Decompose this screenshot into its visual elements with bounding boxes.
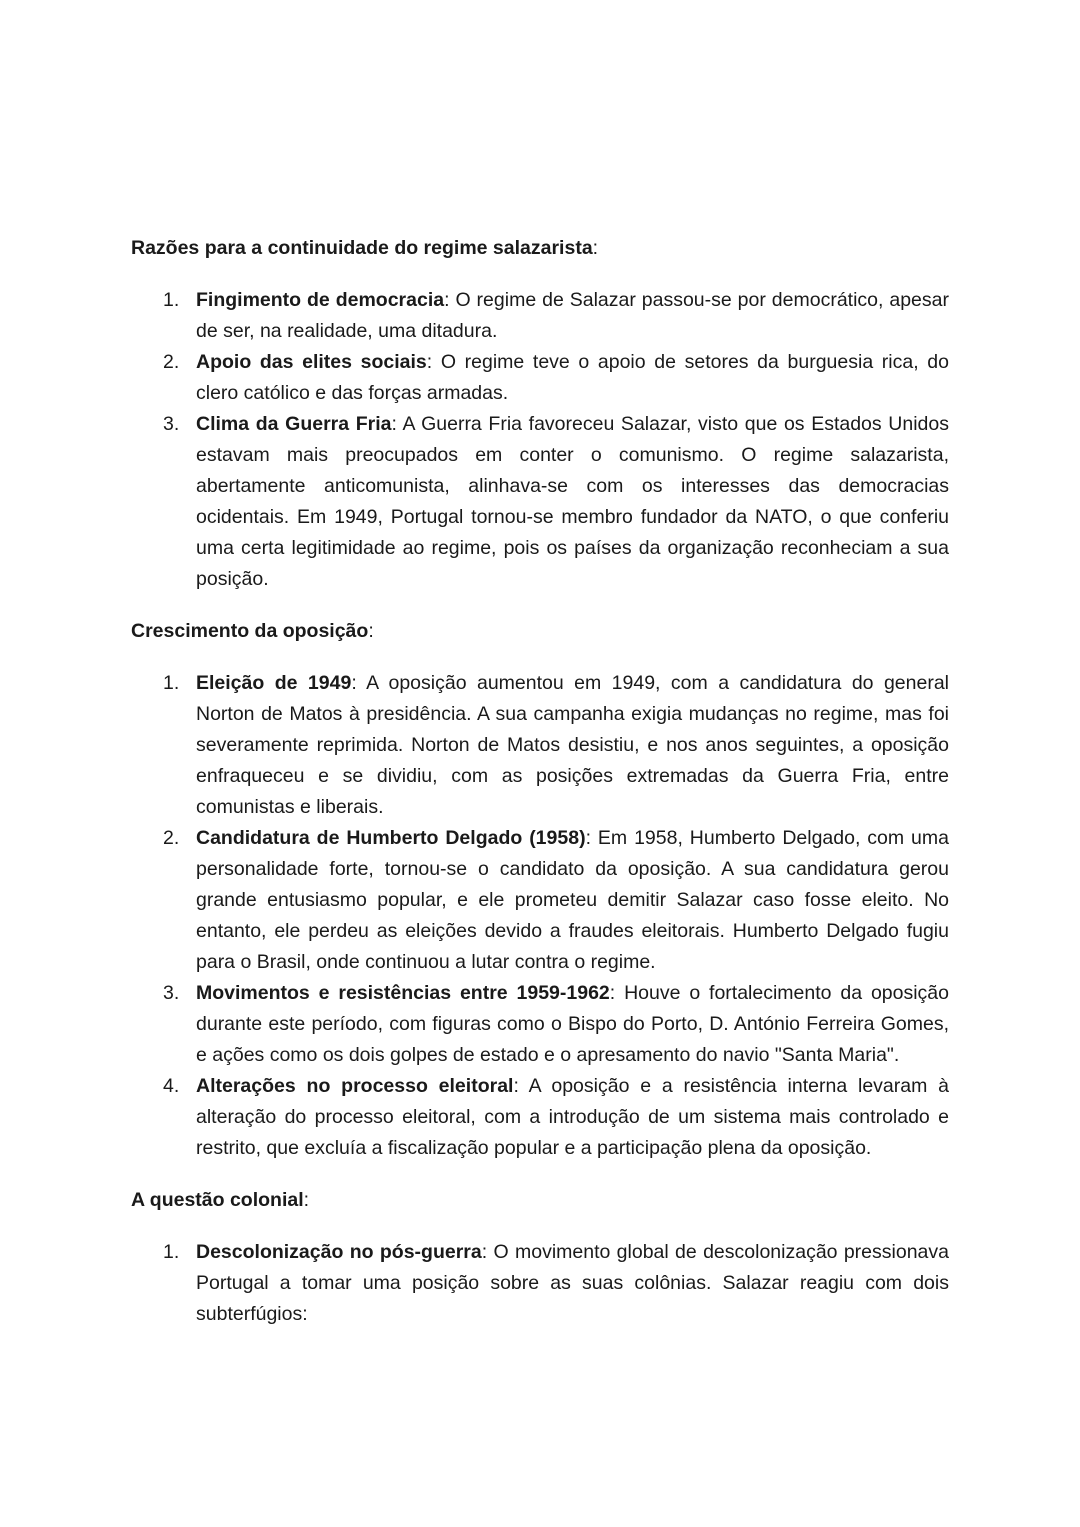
document-page xyxy=(131,233,949,1351)
item-number: 2. xyxy=(163,827,180,849)
list-item: 3. Movimentos e resistências entre 1959-1962: Houve o fortalecimento da oposição durante este período, com figuras como o Bispo do Porto, D. António Ferreira Gomes, e ações como os dois golpes de estado e o apresamento do navio "Santa Maria". xyxy=(131,978,949,1071)
item-text: O regime de Salazar passou-se por democrático, apesar de ser, na realidade, uma ditadura. xyxy=(196,289,949,342)
item-heading: Alterações no processo eleitoral xyxy=(196,1075,514,1097)
numbered-list xyxy=(131,668,949,1164)
item-heading: Fingimento de democracia xyxy=(196,289,445,311)
section-title: A questão colonial: xyxy=(131,1189,310,1211)
numbered-list xyxy=(131,285,949,595)
item-text: Houve o fortalecimento da oposição durante este período, com figuras como o Bispo do Porto, D. António Ferreira Gomes, e ações como os dois golpes de estado e o apresamento do navio "Santa Maria". xyxy=(196,982,949,1066)
item-text: A oposição e a resistência interna levaram à alteração do processo eleitoral, com a introdução de um sistema mais controlado e restrito, que excluía a fiscalização popular e a participação plena da oposição. xyxy=(196,1075,949,1159)
item-number: 1. xyxy=(163,672,180,694)
list-item: 4. Alterações no processo eleitoral: A oposição e a resistência interna levaram à alteração do processo eleitoral, com a introdução de um sistema mais controlado e restrito, que excluía a fiscalização popular e a participação plena da oposição. xyxy=(131,1071,949,1164)
list-item: 2. Apoio das elites sociais: O regime teve o apoio de setores da burguesia rica, do clero católico e das forças armadas. xyxy=(131,347,949,409)
list-item: 1. Eleição de 1949: A oposição aumentou em 1949, com a candidatura do general Norton de Matos à presidência. A sua campanha exigia mudanças no regime, mas foi severamente reprimida. Norton de Matos desistiu, e nos anos seguintes, a oposição enfraqueceu e se dividiu, com as posições extremadas da Guerra Fria, entre comunistas e liberais. xyxy=(131,668,949,823)
item-text: Em 1958, Humberto Delgado, com uma personalidade forte, tornou-se o candidato da oposição. A sua candidatura gerou grande entusiasmo popular, e ele prometeu demitir Salazar caso fosse eleito. No entanto, ele perdeu as eleições devido a fraudes eleitorais. Humberto Delgado fugiu para o Brasil, onde continuou a lutar contra o regime. xyxy=(196,827,949,973)
item-heading: Candidatura de Humberto Delgado (1958) xyxy=(196,827,586,849)
list-item: 3. Clima da Guerra Fria: A Guerra Fria favoreceu Salazar, visto que os Estados Unidos estavam mais preocupados em conter o comunismo. O regime salazarista, abertamente anticomunista, alinhava-se com os interesses das democracias ocidentais. Em 1949, Portugal tornou-se membro fundador da NATO, o que conferiu uma certa legitimidade ao regime, pois os países da organização reconheciam a sua posição. xyxy=(131,409,949,595)
item-number: 3. xyxy=(163,982,180,1004)
section-title: Razões para a continuidade do regime salazarista: xyxy=(131,237,599,259)
item-number: 2. xyxy=(163,351,180,373)
item-text: O regime teve o apoio de setores da burguesia rica, do clero católico e das forças armadas. xyxy=(196,351,949,404)
section-title: Crescimento da oposição: xyxy=(131,620,374,642)
item-number: 1. xyxy=(163,289,180,311)
item-number: 4. xyxy=(163,1075,180,1097)
item-heading: Descolonização no pós-guerra xyxy=(196,1241,482,1263)
item-number: 3. xyxy=(163,413,180,435)
item-text: A Guerra Fria favoreceu Salazar, visto que os Estados Unidos estavam mais preocupados em conter o comunismo. O regime salazarista, abertamente anticomunista, alinhava-se com os interesses das democracias ocidentais. Em 1949, Portugal tornou-se membro fundador da NATO, o que conferiu uma certa legitimidade ao regime, pois os países da organização reconheciam a sua posição. xyxy=(196,413,950,590)
item-number: 1. xyxy=(163,1241,180,1263)
list-item: 1. Fingimento de democracia: O regime de Salazar passou-se por democrático, apesar de ser, na realidade, uma ditadura. xyxy=(131,285,949,347)
item-heading: Clima da Guerra Fria xyxy=(196,413,392,435)
item-heading: Eleição de 1949 xyxy=(196,672,352,694)
item-heading: Movimentos e resistências entre 1959-1962 xyxy=(196,982,610,1004)
item-heading: Apoio das elites sociais xyxy=(196,351,427,373)
list-item: 1. Descolonização no pós-guerra: O movimento global de descolonização pressionava Portugal a tomar uma posição sobre as suas colônias. Salazar reagiu com dois subterfúgios: xyxy=(131,1237,949,1330)
item-text: A oposição aumentou em 1949, com a candidatura do general Norton de Matos à presidência. A sua campanha exigia mudanças no regime, mas foi severamente reprimida. Norton de Matos desistiu, e nos anos seguintes, a oposição enfraqueceu e se dividiu, com as posições extremadas da Guerra Fria, entre comunistas e liberais. xyxy=(196,672,950,818)
list-item: 2. Candidatura de Humberto Delgado (1958): Em 1958, Humberto Delgado, com uma personalidade forte, tornou-se o candidato da oposição. A sua candidatura gerou grande entusiasmo popular, e ele prometeu demitir Salazar caso fosse eleito. No entanto, ele perdeu as eleições devido a fraudes eleitorais. Humberto Delgado fugiu para o Brasil, onde continuou a lutar contra o regime. xyxy=(131,823,949,978)
item-text: O movimento global de descolonização pressionava Portugal a tomar uma posição sobre as suas colônias. Salazar reagiu com dois subterfúgios: xyxy=(196,1241,949,1325)
numbered-list xyxy=(131,1237,949,1330)
